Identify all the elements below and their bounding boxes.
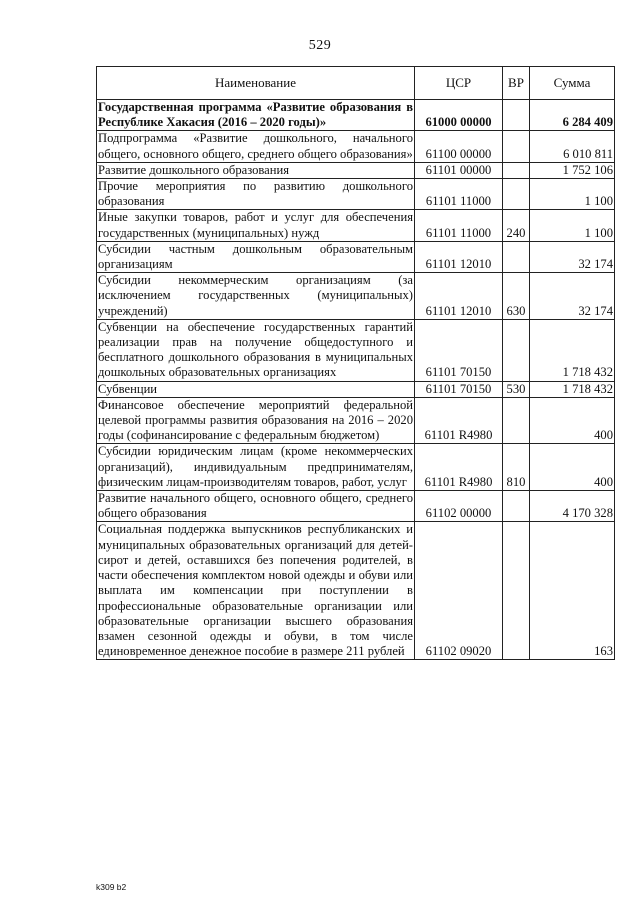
row-sum: 1 718 432 — [530, 381, 615, 397]
row-sum: 6 284 409 — [530, 100, 615, 131]
row-vr — [503, 522, 530, 660]
row-name: Прочие мероприятия по развитию дошкольного образования — [98, 179, 413, 209]
row-name: Подпрограмма «Развитие дошкольного, начального общего, основного общего, среднего общего образования» — [98, 131, 413, 161]
table-row — [97, 162, 615, 178]
table-row — [97, 522, 615, 660]
row-csr: 61101 11000 — [415, 210, 503, 241]
table-row — [97, 273, 615, 320]
footer-code: k309 b2 — [96, 882, 127, 892]
row-vr — [503, 319, 530, 381]
row-sum: 32 174 — [530, 273, 615, 320]
row-csr: 61101 12010 — [415, 273, 503, 320]
table-row — [97, 100, 615, 131]
row-vr — [503, 162, 530, 178]
row-vr: 810 — [503, 444, 530, 491]
table-row — [97, 131, 615, 162]
row-csr: 61101 12010 — [415, 241, 503, 272]
row-csr: 61102 09020 — [415, 522, 503, 660]
header-vr: ВР — [503, 67, 530, 100]
row-name: Субсидии частным дошкольным образовательным организациям — [98, 241, 413, 272]
table-row — [97, 319, 615, 381]
row-sum: 32 174 — [530, 241, 615, 272]
budget-table — [96, 66, 615, 660]
row-sum: 163 — [530, 522, 615, 660]
table-row — [97, 179, 615, 210]
row-sum: 1 100 — [530, 179, 615, 210]
header-sum: Сумма — [530, 67, 615, 100]
table-row — [97, 397, 615, 444]
row-name: Развитие начального общего, основного общего, среднего общего образования — [98, 491, 413, 521]
table-row — [97, 444, 615, 491]
row-name: Государственная программа «Развитие образования в Республике Хакасия (2016 – 2020 годы)» — [98, 100, 413, 130]
row-name: Субвенции — [97, 381, 415, 397]
row-csr: 61101 70150 — [415, 381, 503, 397]
row-name: Субсидии некоммерческим организациям (за исключением государственных (муниципальных) учреждений) — [98, 273, 413, 318]
row-name: Финансовое обеспечение мероприятий федеральной целевой программы развития образования на 2016 – 2020 годы (софинансирование с федеральным бюджетом) — [98, 397, 413, 443]
row-csr: 61102 00000 — [415, 491, 503, 522]
row-csr: 61100 00000 — [415, 131, 503, 162]
row-sum: 1 718 432 — [530, 319, 615, 381]
header-csr: ЦСР — [415, 67, 503, 100]
row-name: Субсидии юридическим лицам (кроме некоммерческих организаций), индивидуальным предпринимателям, физическим лицам-производителям товаров, работ, услуг — [98, 444, 413, 489]
row-name: Иные закупки товаров, работ и услуг для обеспечения государственных (муниципальных) нужд — [98, 210, 413, 240]
row-csr: 61101 11000 — [415, 179, 503, 210]
row-vr — [503, 131, 530, 162]
row-csr: 61101 R4980 — [415, 397, 503, 444]
page-number: 529 — [308, 38, 332, 53]
row-sum: 400 — [530, 444, 615, 491]
row-name: Социальная поддержка выпускников республиканских и муниципальных образовательных организаций для детей-сирот и детей, оставшихся без попечения родителей, в части обеспечения комплектом новой одежды и обуви или выплата им компенсации при поступлении в профессиональные образовательные организации или образовательные организации высшего образования взамен сезонной одежды и обуви, в том числе единовременное денежное пособие в размере 211 рублей — [98, 522, 413, 659]
row-vr — [503, 397, 530, 444]
row-name: Развитие дошкольного образования — [97, 162, 415, 178]
row-csr: 61101 R4980 — [415, 444, 503, 491]
row-csr: 61000 00000 — [415, 100, 503, 131]
row-vr: 240 — [503, 210, 530, 241]
row-sum: 400 — [530, 397, 615, 444]
row-vr — [503, 491, 530, 522]
table-row — [97, 241, 615, 272]
table-header-row — [97, 67, 615, 100]
row-vr — [503, 241, 530, 272]
row-sum: 1 752 106 — [530, 162, 615, 178]
row-name: Субвенции на обеспечение государственных гарантий реализации прав на получение общедоступного и бесплатного дошкольного образования в муниципальных дошкольных образовательных организациях — [98, 319, 413, 380]
table-row — [97, 491, 615, 522]
row-csr: 61101 00000 — [415, 162, 503, 178]
row-vr — [503, 179, 530, 210]
row-sum: 1 100 — [530, 210, 615, 241]
row-vr: 630 — [503, 273, 530, 320]
row-sum: 4 170 328 — [530, 491, 615, 522]
header-name: Наименование — [97, 67, 415, 100]
table-row — [97, 381, 615, 397]
row-csr: 61101 70150 — [415, 319, 503, 381]
row-vr: 530 — [503, 381, 530, 397]
row-sum: 6 010 811 — [530, 131, 615, 162]
row-vr — [503, 100, 530, 131]
table-row — [97, 210, 615, 241]
